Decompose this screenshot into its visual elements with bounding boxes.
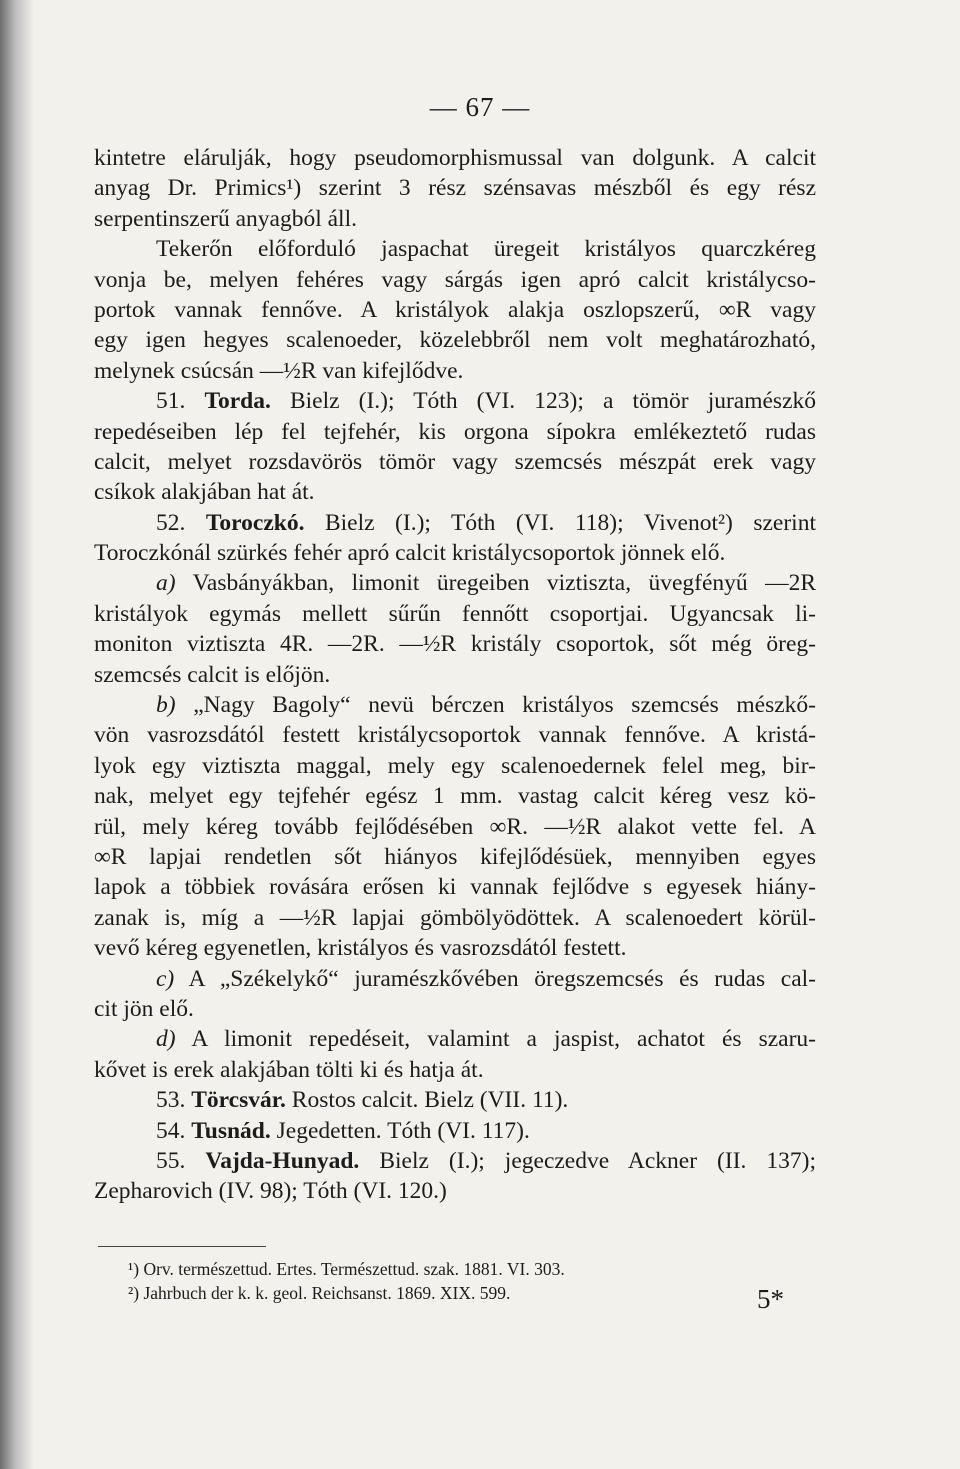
line-text: csíkok alakjában hat át. [94,479,315,506]
place-name: Toroczkó. [205,509,305,536]
line-text: lapok a többiek rovására erősen ki vannak fejlődve s egyesek hiány- [94,874,816,901]
text-line [94,447,816,477]
line-text: serpentinszerű anyagból áll. [94,205,357,232]
text-line [94,933,816,963]
line-text: Bielz (I.); jegeczedve Ackner (II. 137); [379,1147,817,1174]
line-text: Vasbányákban, limonit üregeiben viztiszta, üvegfényű —2R [192,570,816,597]
text-line [94,295,816,325]
line-text: lyok egy viztiszta maggal, mely egy scalenoedernek felel meg, bir- [94,752,816,779]
text-line [94,751,816,781]
footnotes [128,1257,565,1305]
place-name: Tusnád. [191,1117,271,1144]
text-line [94,265,816,295]
line-text: zanak is, míg a —½R lapjai gömbölyödöttek. A scalenoedert körül- [94,904,816,931]
line-text: egy igen hegyes scalenoeder, közelebbről nem volt meghatározható, [94,327,816,354]
text-line [94,720,816,750]
page-number: — 67 — [429,92,531,122]
entry-number: 51. [156,388,186,415]
line-text: portok vannak fennőve. A kristályok alakja oszlopszerű, ∞R vagy [94,296,816,323]
line-text: kintetre elárulják, hogy pseudomorphismussal van dolgunk. A calcit [94,145,816,171]
entry-number: 52. [156,509,186,536]
item-marker: b) [156,692,176,719]
item-marker: c) [156,965,175,992]
text-line [94,143,816,173]
footnote: ²) Jahrbuch der k. k. geol. Reichsanst. 1869. XIX. 599. [128,1283,511,1303]
text-line [94,568,816,598]
text-line [94,842,816,872]
line-text: nak, melyet egy tejfehér egész 1 mm. vastag calcit kéreg vesz kö- [94,783,816,810]
text-line [94,325,816,355]
text-line [94,964,816,994]
line-text: szemcsés calcit is előjön. [94,661,331,688]
line-text: vevő kéreg egyenetlen, kristályos és vasrozsdától festett. [94,935,627,962]
text-line [94,994,816,1024]
line-text: anyag Dr. Primics¹) szerint 3 rész szénsavas mészből és egy rész [94,175,816,202]
line-text: vön vasrozsdától festett kristálycsoportok vannak fennőve. A kristá- [94,722,816,749]
line-text: „Nagy Bagoly“ nevü bérczen kristályos szemcsés mészkő- [193,692,817,719]
text-line [94,690,816,720]
text-line [94,477,816,507]
item-marker: a) [156,570,176,597]
text-line [94,356,816,386]
text-line [94,204,816,234]
line-text: cit jön elő. [94,995,194,1022]
entry-number: 54. [156,1117,186,1144]
text-line [94,508,816,538]
line-text: kristályok egymás mellett sűrűn fennőtt csoportjai. Ugyancsak li- [94,600,816,627]
line-text: vonja be, melyen fehéres vagy sárgás igen apró calcit kristálycso- [94,266,816,293]
entry-number: 55. [156,1147,186,1174]
place-name: Törcsvár. [191,1087,286,1114]
text-line [94,1085,816,1115]
text-line [94,1176,816,1206]
footnote: ¹) Orv. természettud. Ertes. Természettud. szak. 1881. VI. 303. [128,1259,565,1279]
line-text: Tekerőn előforduló jaspachat üregeit kristályos quarczkéreg [156,236,816,263]
text-line [94,386,816,416]
footnote-divider [98,1246,266,1247]
text-line [94,1146,816,1176]
line-text: moniton viztiszta 4R. —2R. —½R kristály csoportok, sőt még öreg- [94,631,816,658]
line-text: repedéseiben lép fel tejfehér, kis orgona sípokra emlékeztető rudas [94,418,816,445]
line-text: kővet is erek alakjában tölti ki és hatja át. [94,1056,484,1083]
text-line [94,872,816,902]
binding-shadow [0,0,34,1469]
text-line [94,903,816,933]
line-text: calcit, melyet rozsdavörös tömör vagy szemcsés mészpát erek vagy [94,448,816,475]
text-line [94,1024,816,1054]
text-line [94,781,816,811]
line-text: melynek csúcsán —½R van kifejlődve. [94,357,464,384]
line-text: Bielz (I.); Tóth (VI. 123); a tömör juramészkő [289,388,817,415]
text-line [94,234,816,264]
line-text: rül, mely kéreg tovább fejlődésében ∞R. —½R alakot vette fel. A [94,813,816,840]
text-line [94,173,816,203]
line-text: Rostos calcit. Bielz (VII. 11). [291,1087,569,1114]
line-text: A limonit repedéseit, valamint a jaspist, achatot és szaru- [191,1026,816,1053]
place-name: Vajda-Hunyad. [205,1147,360,1174]
line-text: Jegedetten. Tóth (VI. 117). [276,1117,530,1144]
text-line [94,660,816,690]
body-text [94,143,816,1207]
signature-mark: 5* [757,1284,784,1314]
line-text: Bielz (I.); Tóth (VI. 118); Vivenot²) szerint [324,509,816,536]
line-text: A „Székelykő“ juramészkővében öregszemcsés és rudas cal- [188,965,816,992]
entry-number: 53. [156,1087,186,1114]
line-text: ∞R lapjai rendetlen sőt hiányos kifejlődésüek, mennyiben egyes [94,843,816,870]
place-name: Torda. [204,388,271,415]
text-line [94,599,816,629]
item-marker: d) [156,1026,176,1053]
text-line [94,629,816,659]
text-line [94,538,816,568]
line-text: Zepharovich (IV. 98); Tóth (VI. 120.) [94,1178,447,1205]
line-text: Toroczkónál szürkés fehér apró calcit kristálycsoportok jönnek elő. [94,540,726,567]
text-line [94,1055,816,1085]
text-line [94,812,816,842]
text-line [94,417,816,447]
text-line [94,1116,816,1146]
